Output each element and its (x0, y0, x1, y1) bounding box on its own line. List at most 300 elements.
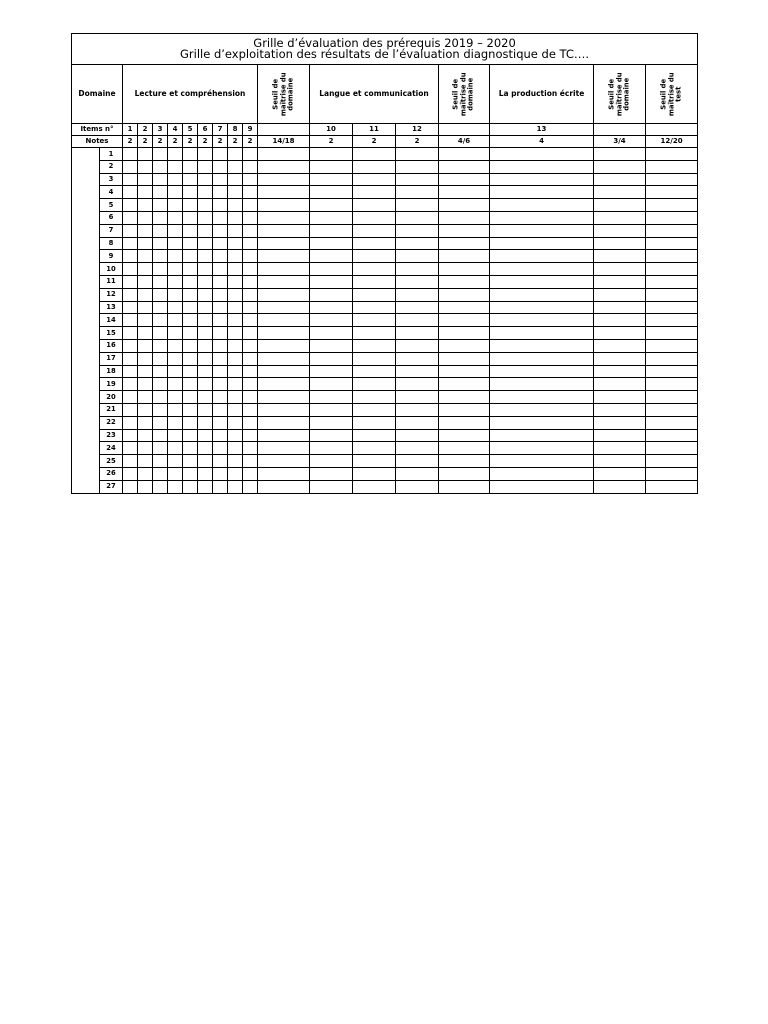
score-cell[interactable] (353, 442, 396, 455)
score-cell[interactable] (168, 288, 183, 301)
score-cell[interactable] (258, 160, 310, 173)
score-cell[interactable] (183, 263, 198, 276)
score-cell[interactable] (213, 173, 228, 186)
score-cell[interactable] (490, 173, 594, 186)
score-cell[interactable] (228, 391, 243, 404)
score-cell[interactable] (228, 429, 243, 442)
score-cell[interactable] (258, 327, 310, 340)
score-cell[interactable] (228, 378, 243, 391)
score-cell[interactable] (138, 378, 153, 391)
score-cell[interactable] (198, 480, 213, 493)
score-cell[interactable] (228, 480, 243, 493)
score-cell[interactable] (153, 148, 168, 161)
score-cell[interactable] (123, 288, 138, 301)
score-cell[interactable] (213, 186, 228, 199)
score-cell[interactable] (168, 416, 183, 429)
score-cell[interactable] (396, 378, 439, 391)
score-cell[interactable] (243, 148, 258, 161)
score-cell[interactable] (353, 429, 396, 442)
score-cell[interactable] (646, 160, 698, 173)
score-cell[interactable] (490, 480, 594, 493)
score-cell[interactable] (594, 352, 646, 365)
score-cell[interactable] (228, 455, 243, 468)
score-cell[interactable] (198, 148, 213, 161)
score-cell[interactable] (183, 442, 198, 455)
score-cell[interactable] (490, 211, 594, 224)
score-cell[interactable] (123, 403, 138, 416)
score-cell[interactable] (183, 429, 198, 442)
score-cell[interactable] (138, 416, 153, 429)
score-cell[interactable] (198, 275, 213, 288)
score-cell[interactable] (353, 237, 396, 250)
score-cell[interactable] (594, 378, 646, 391)
score-cell[interactable] (198, 429, 213, 442)
score-cell[interactable] (198, 288, 213, 301)
score-cell[interactable] (213, 250, 228, 263)
score-cell[interactable] (153, 160, 168, 173)
score-cell[interactable] (168, 211, 183, 224)
score-cell[interactable] (646, 403, 698, 416)
score-cell[interactable] (198, 378, 213, 391)
score-cell[interactable] (490, 467, 594, 480)
score-cell[interactable] (490, 403, 594, 416)
score-cell[interactable] (243, 288, 258, 301)
score-cell[interactable] (168, 403, 183, 416)
score-cell[interactable] (243, 211, 258, 224)
score-cell[interactable] (353, 275, 396, 288)
score-cell[interactable] (490, 250, 594, 263)
score-cell[interactable] (258, 416, 310, 429)
score-cell[interactable] (310, 173, 353, 186)
score-cell[interactable] (439, 365, 490, 378)
score-cell[interactable] (198, 301, 213, 314)
score-cell[interactable] (243, 199, 258, 212)
score-cell[interactable] (310, 301, 353, 314)
score-cell[interactable] (153, 211, 168, 224)
score-cell[interactable] (353, 467, 396, 480)
score-cell[interactable] (213, 429, 228, 442)
score-cell[interactable] (646, 339, 698, 352)
score-cell[interactable] (168, 378, 183, 391)
score-cell[interactable] (594, 263, 646, 276)
score-cell[interactable] (153, 455, 168, 468)
score-cell[interactable] (213, 275, 228, 288)
score-cell[interactable] (396, 429, 439, 442)
score-cell[interactable] (183, 148, 198, 161)
score-cell[interactable] (439, 160, 490, 173)
score-cell[interactable] (646, 378, 698, 391)
score-cell[interactable] (228, 365, 243, 378)
score-cell[interactable] (213, 301, 228, 314)
score-cell[interactable] (153, 467, 168, 480)
score-cell[interactable] (490, 442, 594, 455)
score-cell[interactable] (138, 275, 153, 288)
score-cell[interactable] (183, 378, 198, 391)
score-cell[interactable] (594, 327, 646, 340)
score-cell[interactable] (594, 186, 646, 199)
score-cell[interactable] (243, 455, 258, 468)
score-cell[interactable] (490, 160, 594, 173)
score-cell[interactable] (123, 160, 138, 173)
score-cell[interactable] (594, 275, 646, 288)
score-cell[interactable] (123, 391, 138, 404)
score-cell[interactable] (646, 442, 698, 455)
score-cell[interactable] (490, 327, 594, 340)
score-cell[interactable] (258, 275, 310, 288)
score-cell[interactable] (310, 237, 353, 250)
score-cell[interactable] (594, 250, 646, 263)
score-cell[interactable] (228, 275, 243, 288)
score-cell[interactable] (396, 327, 439, 340)
score-cell[interactable] (198, 250, 213, 263)
score-cell[interactable] (310, 250, 353, 263)
score-cell[interactable] (138, 224, 153, 237)
score-cell[interactable] (646, 391, 698, 404)
score-cell[interactable] (353, 250, 396, 263)
score-cell[interactable] (153, 314, 168, 327)
score-cell[interactable] (183, 480, 198, 493)
score-cell[interactable] (138, 160, 153, 173)
score-cell[interactable] (490, 199, 594, 212)
score-cell[interactable] (213, 148, 228, 161)
score-cell[interactable] (198, 173, 213, 186)
score-cell[interactable] (153, 263, 168, 276)
score-cell[interactable] (353, 186, 396, 199)
score-cell[interactable] (594, 224, 646, 237)
score-cell[interactable] (153, 327, 168, 340)
score-cell[interactable] (183, 327, 198, 340)
score-cell[interactable] (258, 403, 310, 416)
score-cell[interactable] (243, 224, 258, 237)
score-cell[interactable] (138, 288, 153, 301)
score-cell[interactable] (439, 403, 490, 416)
score-cell[interactable] (439, 186, 490, 199)
score-cell[interactable] (243, 391, 258, 404)
score-cell[interactable] (439, 327, 490, 340)
score-cell[interactable] (490, 275, 594, 288)
score-cell[interactable] (439, 237, 490, 250)
score-cell[interactable] (258, 186, 310, 199)
score-cell[interactable] (353, 416, 396, 429)
score-cell[interactable] (183, 173, 198, 186)
score-cell[interactable] (439, 314, 490, 327)
score-cell[interactable] (228, 263, 243, 276)
score-cell[interactable] (168, 263, 183, 276)
score-cell[interactable] (153, 199, 168, 212)
score-cell[interactable] (594, 199, 646, 212)
score-cell[interactable] (213, 288, 228, 301)
score-cell[interactable] (310, 275, 353, 288)
score-cell[interactable] (198, 391, 213, 404)
score-cell[interactable] (646, 429, 698, 442)
score-cell[interactable] (183, 186, 198, 199)
score-cell[interactable] (310, 365, 353, 378)
score-cell[interactable] (396, 442, 439, 455)
score-cell[interactable] (353, 173, 396, 186)
score-cell[interactable] (228, 288, 243, 301)
score-cell[interactable] (153, 378, 168, 391)
score-cell[interactable] (396, 403, 439, 416)
score-cell[interactable] (243, 186, 258, 199)
score-cell[interactable] (123, 365, 138, 378)
score-cell[interactable] (258, 429, 310, 442)
score-cell[interactable] (228, 403, 243, 416)
score-cell[interactable] (123, 352, 138, 365)
score-cell[interactable] (213, 199, 228, 212)
score-cell[interactable] (138, 301, 153, 314)
score-cell[interactable] (439, 467, 490, 480)
score-cell[interactable] (183, 391, 198, 404)
score-cell[interactable] (258, 352, 310, 365)
score-cell[interactable] (228, 224, 243, 237)
score-cell[interactable] (396, 224, 439, 237)
score-cell[interactable] (353, 314, 396, 327)
score-cell[interactable] (153, 237, 168, 250)
score-cell[interactable] (439, 250, 490, 263)
score-cell[interactable] (183, 237, 198, 250)
score-cell[interactable] (243, 275, 258, 288)
score-cell[interactable] (183, 199, 198, 212)
score-cell[interactable] (138, 327, 153, 340)
score-cell[interactable] (183, 288, 198, 301)
score-cell[interactable] (490, 148, 594, 161)
score-cell[interactable] (123, 378, 138, 391)
score-cell[interactable] (198, 186, 213, 199)
score-cell[interactable] (594, 365, 646, 378)
score-cell[interactable] (228, 352, 243, 365)
score-cell[interactable] (396, 416, 439, 429)
score-cell[interactable] (646, 301, 698, 314)
score-cell[interactable] (439, 275, 490, 288)
score-cell[interactable] (594, 416, 646, 429)
score-cell[interactable] (153, 429, 168, 442)
score-cell[interactable] (213, 237, 228, 250)
score-cell[interactable] (490, 224, 594, 237)
score-cell[interactable] (168, 352, 183, 365)
score-cell[interactable] (228, 148, 243, 161)
score-cell[interactable] (198, 160, 213, 173)
score-cell[interactable] (168, 429, 183, 442)
score-cell[interactable] (396, 314, 439, 327)
score-cell[interactable] (198, 339, 213, 352)
score-cell[interactable] (123, 224, 138, 237)
score-cell[interactable] (168, 173, 183, 186)
score-cell[interactable] (153, 403, 168, 416)
score-cell[interactable] (183, 416, 198, 429)
score-cell[interactable] (123, 275, 138, 288)
score-cell[interactable] (138, 211, 153, 224)
score-cell[interactable] (310, 416, 353, 429)
score-cell[interactable] (594, 429, 646, 442)
score-cell[interactable] (594, 160, 646, 173)
score-cell[interactable] (310, 467, 353, 480)
score-cell[interactable] (213, 391, 228, 404)
score-cell[interactable] (258, 250, 310, 263)
score-cell[interactable] (258, 339, 310, 352)
score-cell[interactable] (123, 480, 138, 493)
score-cell[interactable] (228, 199, 243, 212)
score-cell[interactable] (183, 455, 198, 468)
score-cell[interactable] (490, 365, 594, 378)
score-cell[interactable] (123, 467, 138, 480)
score-cell[interactable] (138, 199, 153, 212)
score-cell[interactable] (198, 237, 213, 250)
score-cell[interactable] (490, 263, 594, 276)
score-cell[interactable] (396, 455, 439, 468)
score-cell[interactable] (153, 480, 168, 493)
score-cell[interactable] (153, 365, 168, 378)
score-cell[interactable] (258, 173, 310, 186)
score-cell[interactable] (310, 352, 353, 365)
score-cell[interactable] (646, 314, 698, 327)
score-cell[interactable] (439, 224, 490, 237)
score-cell[interactable] (228, 416, 243, 429)
score-cell[interactable] (153, 391, 168, 404)
score-cell[interactable] (353, 403, 396, 416)
score-cell[interactable] (396, 301, 439, 314)
score-cell[interactable] (213, 365, 228, 378)
score-cell[interactable] (153, 186, 168, 199)
score-cell[interactable] (439, 391, 490, 404)
score-cell[interactable] (183, 339, 198, 352)
score-cell[interactable] (594, 237, 646, 250)
score-cell[interactable] (138, 339, 153, 352)
score-cell[interactable] (310, 378, 353, 391)
score-cell[interactable] (168, 237, 183, 250)
score-cell[interactable] (258, 467, 310, 480)
score-cell[interactable] (198, 263, 213, 276)
score-cell[interactable] (258, 263, 310, 276)
score-cell[interactable] (353, 301, 396, 314)
score-cell[interactable] (168, 391, 183, 404)
score-cell[interactable] (228, 314, 243, 327)
score-cell[interactable] (138, 403, 153, 416)
score-cell[interactable] (258, 314, 310, 327)
score-cell[interactable] (594, 403, 646, 416)
score-cell[interactable] (594, 301, 646, 314)
score-cell[interactable] (228, 237, 243, 250)
score-cell[interactable] (439, 352, 490, 365)
score-cell[interactable] (490, 455, 594, 468)
score-cell[interactable] (594, 480, 646, 493)
score-cell[interactable] (310, 224, 353, 237)
score-cell[interactable] (310, 391, 353, 404)
score-cell[interactable] (646, 365, 698, 378)
score-cell[interactable] (213, 327, 228, 340)
score-cell[interactable] (439, 429, 490, 442)
score-cell[interactable] (243, 250, 258, 263)
score-cell[interactable] (646, 199, 698, 212)
score-cell[interactable] (258, 391, 310, 404)
score-cell[interactable] (646, 275, 698, 288)
score-cell[interactable] (258, 288, 310, 301)
score-cell[interactable] (213, 263, 228, 276)
score-cell[interactable] (439, 288, 490, 301)
score-cell[interactable] (310, 455, 353, 468)
score-cell[interactable] (198, 314, 213, 327)
score-cell[interactable] (243, 416, 258, 429)
score-cell[interactable] (198, 224, 213, 237)
score-cell[interactable] (213, 467, 228, 480)
score-cell[interactable] (258, 365, 310, 378)
score-cell[interactable] (594, 467, 646, 480)
score-cell[interactable] (243, 160, 258, 173)
score-cell[interactable] (183, 403, 198, 416)
score-cell[interactable] (646, 455, 698, 468)
score-cell[interactable] (646, 467, 698, 480)
score-cell[interactable] (396, 160, 439, 173)
score-cell[interactable] (258, 455, 310, 468)
score-cell[interactable] (646, 327, 698, 340)
score-cell[interactable] (310, 480, 353, 493)
score-cell[interactable] (198, 467, 213, 480)
score-cell[interactable] (243, 301, 258, 314)
score-cell[interactable] (138, 237, 153, 250)
score-cell[interactable] (123, 327, 138, 340)
score-cell[interactable] (310, 327, 353, 340)
score-cell[interactable] (310, 429, 353, 442)
score-cell[interactable] (183, 301, 198, 314)
score-cell[interactable] (168, 160, 183, 173)
score-cell[interactable] (198, 442, 213, 455)
score-cell[interactable] (138, 455, 153, 468)
score-cell[interactable] (213, 378, 228, 391)
score-cell[interactable] (153, 339, 168, 352)
score-cell[interactable] (439, 173, 490, 186)
score-cell[interactable] (439, 378, 490, 391)
score-cell[interactable] (310, 148, 353, 161)
score-cell[interactable] (138, 391, 153, 404)
score-cell[interactable] (228, 339, 243, 352)
score-cell[interactable] (243, 442, 258, 455)
score-cell[interactable] (243, 352, 258, 365)
score-cell[interactable] (243, 173, 258, 186)
score-cell[interactable] (439, 416, 490, 429)
score-cell[interactable] (198, 416, 213, 429)
score-cell[interactable] (243, 378, 258, 391)
score-cell[interactable] (213, 455, 228, 468)
score-cell[interactable] (353, 148, 396, 161)
score-cell[interactable] (490, 429, 594, 442)
score-cell[interactable] (646, 211, 698, 224)
score-cell[interactable] (646, 480, 698, 493)
score-cell[interactable] (153, 173, 168, 186)
score-cell[interactable] (258, 148, 310, 161)
score-cell[interactable] (123, 148, 138, 161)
score-cell[interactable] (594, 442, 646, 455)
score-cell[interactable] (153, 442, 168, 455)
score-cell[interactable] (228, 250, 243, 263)
score-cell[interactable] (396, 275, 439, 288)
score-cell[interactable] (138, 429, 153, 442)
score-cell[interactable] (243, 237, 258, 250)
score-cell[interactable] (168, 314, 183, 327)
score-cell[interactable] (213, 442, 228, 455)
score-cell[interactable] (168, 467, 183, 480)
score-cell[interactable] (353, 339, 396, 352)
score-cell[interactable] (396, 263, 439, 276)
score-cell[interactable] (153, 288, 168, 301)
score-cell[interactable] (396, 288, 439, 301)
score-cell[interactable] (228, 211, 243, 224)
score-cell[interactable] (168, 339, 183, 352)
score-cell[interactable] (594, 339, 646, 352)
score-cell[interactable] (439, 301, 490, 314)
score-cell[interactable] (213, 314, 228, 327)
score-cell[interactable] (353, 224, 396, 237)
score-cell[interactable] (168, 224, 183, 237)
score-cell[interactable] (490, 186, 594, 199)
